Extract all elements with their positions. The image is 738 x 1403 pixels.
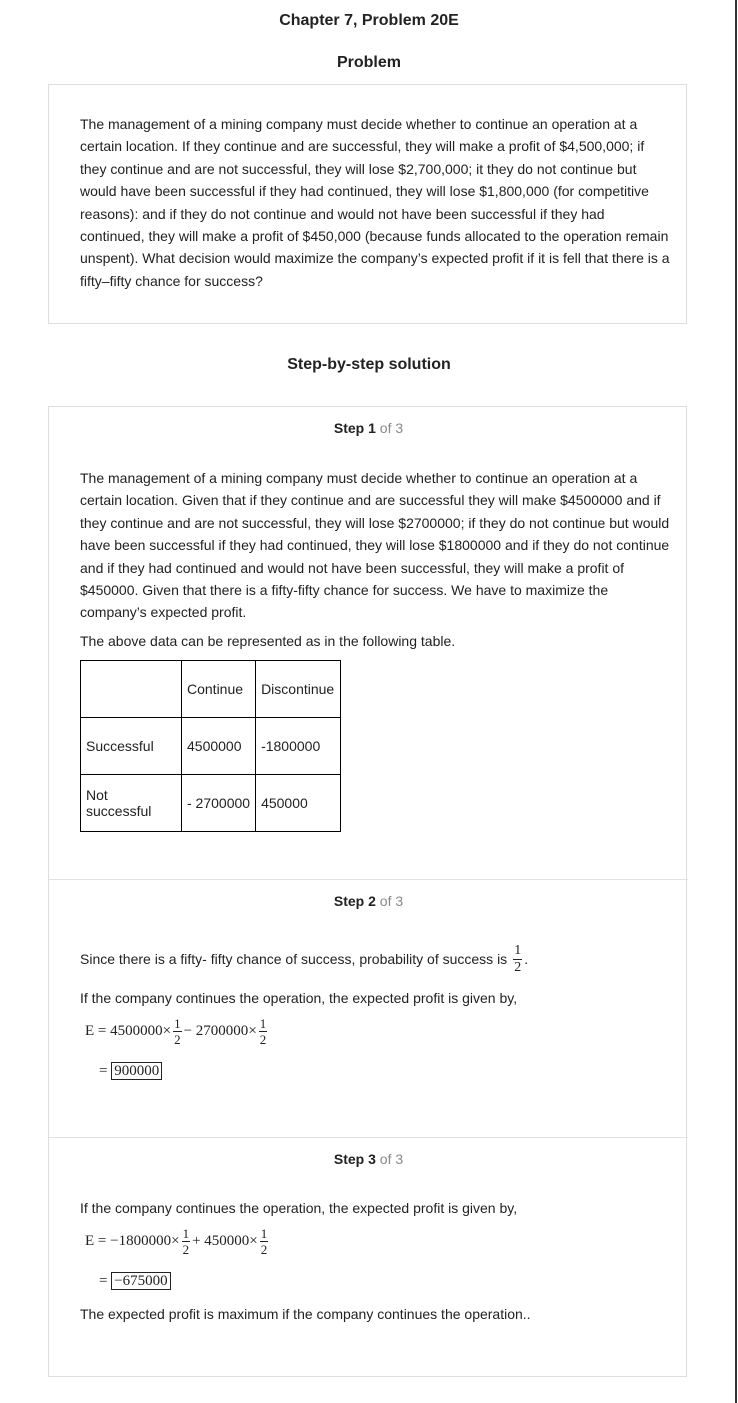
step-2-equation: E = 4500000 × $\frac{1}{2}$ − 2700000 × $\frac{1}{2}$ [85,1016,267,1047]
step-2-label: Step 2 of 3 [333,893,404,909]
table-row [81,775,341,832]
table-cell: 4500000 [182,718,256,775]
problem-text: The management of a mining company must decide whether to continue an operation at a certain location. If they continue and are successful, they will make a profit of $4,500,000; if they continue and are not successful, they will lose $2,700,000; it they do not continue but would have been successful if they had continued, they will lose $1,800,000 (for competitive reasons): and if they do not continue and would not have been successful if they had continued, they will make a profit of $450,000 (because funds allocated to the operation remain unspent). What decision would maximize the company’s expected profit if it is fell that there is a fifty–fifty chance for success? [80,116,670,289]
problem-box [48,84,687,324]
step-2-result-line: = 900000 [99,1063,162,1080]
table-row-label: Not successful [81,775,182,832]
half-fraction: $\frac{1}{2}$ [174,1016,181,1047]
step-1-paragraph: The management of a mining company must decide whether to continue an operation at a certain location. Given that if they continue and are successful they will make $4500000 and if they continue and are not successful, they will lose $2700000; if they do not continue but would have been successful if they had continued, they will lose $1800000 and if they do not continue and if they had continued and would not have been successful, they will make a profit of $450000. Given that there is a fifty-fifty chance for success. We have to maximize the company’s expected profit. [80,470,670,621]
half-fraction: $\frac{1}{2}$ [182,1226,190,1257]
table-cell: - 2700000 [182,775,256,832]
step-1-table-intro: The above data can be represented as in the following table. [80,633,456,649]
half-fraction: $\frac{1}{2}$ [260,1226,268,1257]
table-row-label: Successful [81,718,182,775]
step-1-label: Step 1 of 3 [333,420,404,436]
table-header-cell: Continue [182,661,256,718]
half-fraction: $\frac{1}{2}$ [259,1016,267,1047]
table-cell: -1800000 [256,718,341,775]
table-row [81,718,341,775]
table-cell: 450000 [256,775,341,832]
table-cell [81,661,182,718]
table-row [81,661,341,718]
solution-heading: Step-by-step solution [287,356,451,373]
step-2-result-box: 900000 [111,1062,162,1080]
step-2-expected-intro: If the company continues the operation, the expected profit is given by, [80,990,518,1006]
page-right-border [735,0,737,1403]
problem-heading: Problem [336,54,401,71]
probability-fraction: $\frac{1}{2}$ [514,942,522,975]
step-3-result-line: = −675000 [99,1273,171,1290]
solution-box [48,406,687,1377]
step-3-label: Step 3 of 3 [333,1151,404,1167]
step-3-expected-intro: If the company continues the operation, the expected profit is given by, [80,1200,518,1216]
step-3-result-box: −675000 [111,1272,170,1290]
payoff-table [80,660,341,832]
step-divider [49,879,688,880]
step-divider [49,1137,688,1138]
step-2-probability-line: Since there is a fifty- fifty chance of success, probability of success is $\frac{1}{2}$ . [80,942,529,975]
chapter-title: Chapter 7, Problem 20E [279,12,459,29]
step-3-conclusion: The expected profit is maximum if the company continues the operation.. [80,1306,531,1322]
step-3-equation: E = −1800000 × $\frac{1}{2}$ + 450000 × $\frac{1}{2}$ [85,1226,268,1257]
table-header-cell: Discontinue [256,661,341,718]
